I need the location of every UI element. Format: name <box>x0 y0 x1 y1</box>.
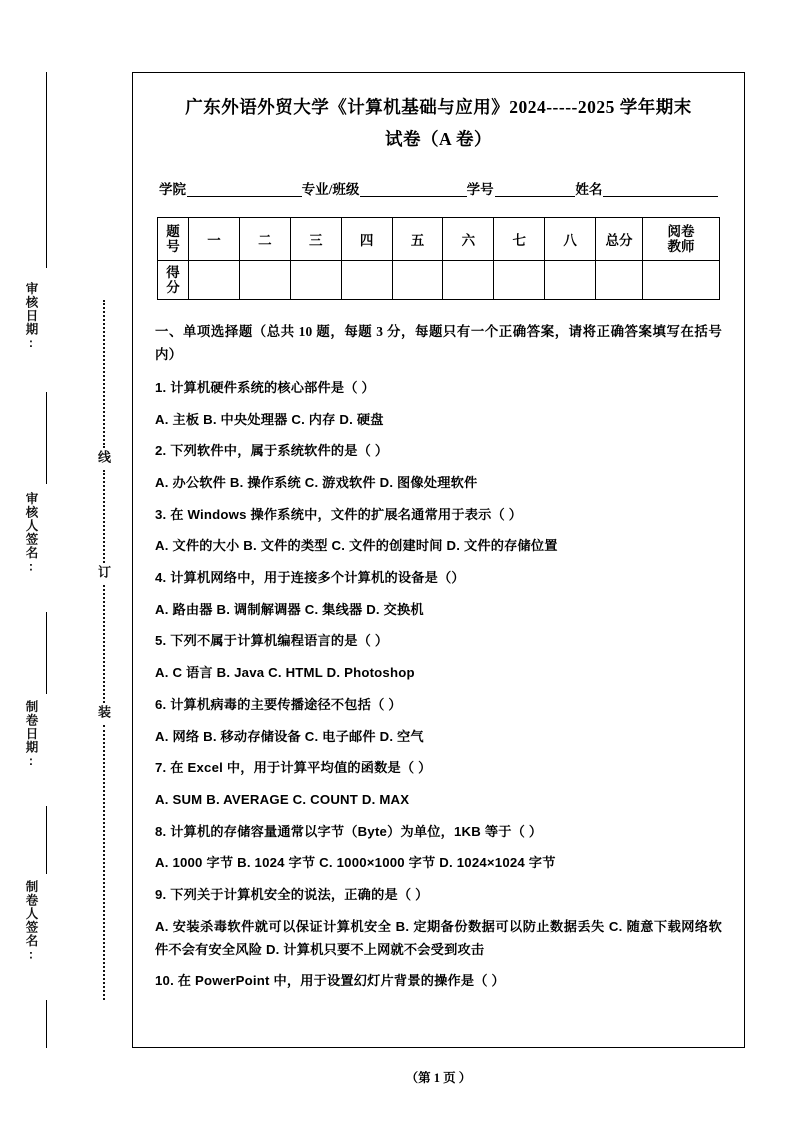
score-cell-teacher[interactable] <box>643 260 720 299</box>
score-cell-total[interactable] <box>596 260 643 299</box>
question-9-options: A. 安装杀毒软件就可以保证计算机安全 B. 定期备份数据可以防止数据丢失 C. 随意下载网络软件不会有安全风险 D. 计算机只要不上网就不会受到攻击 <box>155 918 722 957</box>
binding-line <box>97 300 111 1000</box>
question-9-stem: 9. 下列关于计算机安全的说法，正确的是（ ） <box>155 887 429 903</box>
question-8-stem: 8. 计算机的存储容量通常以字节（Byte）为单位，1KB 等于（ ） <box>155 823 543 839</box>
page-title-line2: 试卷（A 卷） <box>384 129 493 150</box>
score-cell-5[interactable] <box>392 260 443 299</box>
col-header-1: 一 <box>189 217 240 260</box>
col-header-4: 四 <box>341 217 392 260</box>
col-header-6: 六 <box>443 217 494 260</box>
binding-dots-1 <box>103 300 105 448</box>
question-6-options: A. 网络 B. 移动存储设备 C. 电子邮件 D. 空气 <box>155 728 424 744</box>
question-2-options: A. 办公软件 B. 操作系统 C. 游戏软件 D. 图像处理软件 <box>155 474 478 490</box>
page-title-line1: 广东外语外贸大学《计算机基础与应用》2024-----2025 学年期末 <box>185 97 692 117</box>
score-table <box>157 217 720 300</box>
page-footer <box>132 1068 745 1086</box>
question-6-stem: 6. 计算机病毒的主要传播途径不包括（ ） <box>155 696 402 712</box>
review-date-label: 审核日期: <box>24 282 38 351</box>
score-label: 得 分 <box>158 260 189 299</box>
major-class-input[interactable] <box>360 182 466 197</box>
binding-char-zhuang: 装 <box>96 705 111 718</box>
college-input[interactable] <box>187 182 302 197</box>
score-cell-6[interactable] <box>443 260 494 299</box>
score-cell-3[interactable] <box>290 260 341 299</box>
question-4-stem: 4. 计算机网络中，用于连接多个计算机的设备是（） <box>155 570 465 586</box>
name-label: 姓名 <box>575 181 603 197</box>
margin-rule-top <box>46 72 47 268</box>
name-input[interactable] <box>603 182 718 197</box>
student-id-label: 学号 <box>466 181 494 197</box>
question-3-stem: 3. 在 Windows 操作系统中，文件的扩展名通常用于表示（ ） <box>155 506 523 522</box>
score-cell-8[interactable] <box>545 260 596 299</box>
col-header-teacher: 阅卷 教师 <box>643 217 720 260</box>
questions-container <box>155 320 722 993</box>
col-header-3: 三 <box>290 217 341 260</box>
margin-rule-3 <box>46 806 47 874</box>
score-table-header-row <box>158 217 720 260</box>
reviewer-signature-label: 审核人签名: <box>24 492 38 575</box>
binding-dots-3 <box>103 585 105 703</box>
student-info-line <box>159 178 718 198</box>
col-header-2: 二 <box>239 217 290 260</box>
binding-dots-2 <box>103 470 105 563</box>
question-8-options: A. 1000 字节 B. 1024 字节 C. 1000×1000 字节 D. 1024×1024 字节 <box>155 855 556 871</box>
margin-rule-1 <box>46 392 47 484</box>
score-cell-1[interactable] <box>189 260 240 299</box>
col-header-total: 总分 <box>596 217 643 260</box>
exam-paper-body <box>132 72 745 1048</box>
margin-rule-bottom <box>46 1000 47 1048</box>
student-id-input[interactable] <box>495 182 576 197</box>
page-title <box>155 91 722 156</box>
score-cell-4[interactable] <box>341 260 392 299</box>
question-1-stem: 1. 计算机硬件系统的核心部件是（ ） <box>155 379 375 395</box>
binding-char-xian: 线 <box>96 450 111 463</box>
college-label: 学院 <box>159 181 186 197</box>
question-number-label: 题 号 <box>158 217 189 260</box>
printing-date-label: 制卷日期: <box>24 700 38 769</box>
question-7-options: A. SUM B. AVERAGE C. COUNT D. MAX <box>155 791 410 807</box>
binding-dots-4 <box>103 725 105 1000</box>
question-3-options: A. 文件的大小 B. 文件的类型 C. 文件的创建时间 D. 文件的存储位置 <box>155 538 558 554</box>
col-header-5: 五 <box>392 217 443 260</box>
major-class-label: 专业/班级 <box>301 181 360 197</box>
score-cell-7[interactable] <box>494 260 545 299</box>
question-5-stem: 5. 下列不属于计算机编程语言的是（ ） <box>155 633 389 649</box>
question-5-options: A. C 语言 B. Java C. HTML D. Photoshop <box>155 665 415 681</box>
page-number: （第 1 页 ） <box>405 1071 472 1085</box>
printer-signature-label: 制卷人签名: <box>24 880 38 963</box>
score-table-score-row <box>158 260 720 299</box>
question-7-stem: 7. 在 Excel 中，用于计算平均值的函数是（ ） <box>155 760 432 776</box>
question-10-stem: 10. 在 PowerPoint 中，用于设置幻灯片背景的操作是（ ） <box>155 973 505 989</box>
question-2-stem: 2. 下列软件中，属于系统软件的是（ ） <box>155 443 389 459</box>
col-header-7: 七 <box>494 217 545 260</box>
section-one-heading: 一、单项选择题（总共 10 题，每题 3 分，每题只有一个正确答案，请将正确答案填写在括号内） <box>155 323 722 362</box>
binding-char-ding: 订 <box>96 565 111 578</box>
score-cell-2[interactable] <box>239 260 290 299</box>
col-header-8: 八 <box>545 217 596 260</box>
question-4-options: A. 路由器 B. 调制解调器 C. 集线器 D. 交换机 <box>155 601 424 617</box>
margin-rule-2 <box>46 612 47 694</box>
question-1-options: A. 主板 B. 中央处理器 C. 内存 D. 硬盘 <box>155 411 384 427</box>
